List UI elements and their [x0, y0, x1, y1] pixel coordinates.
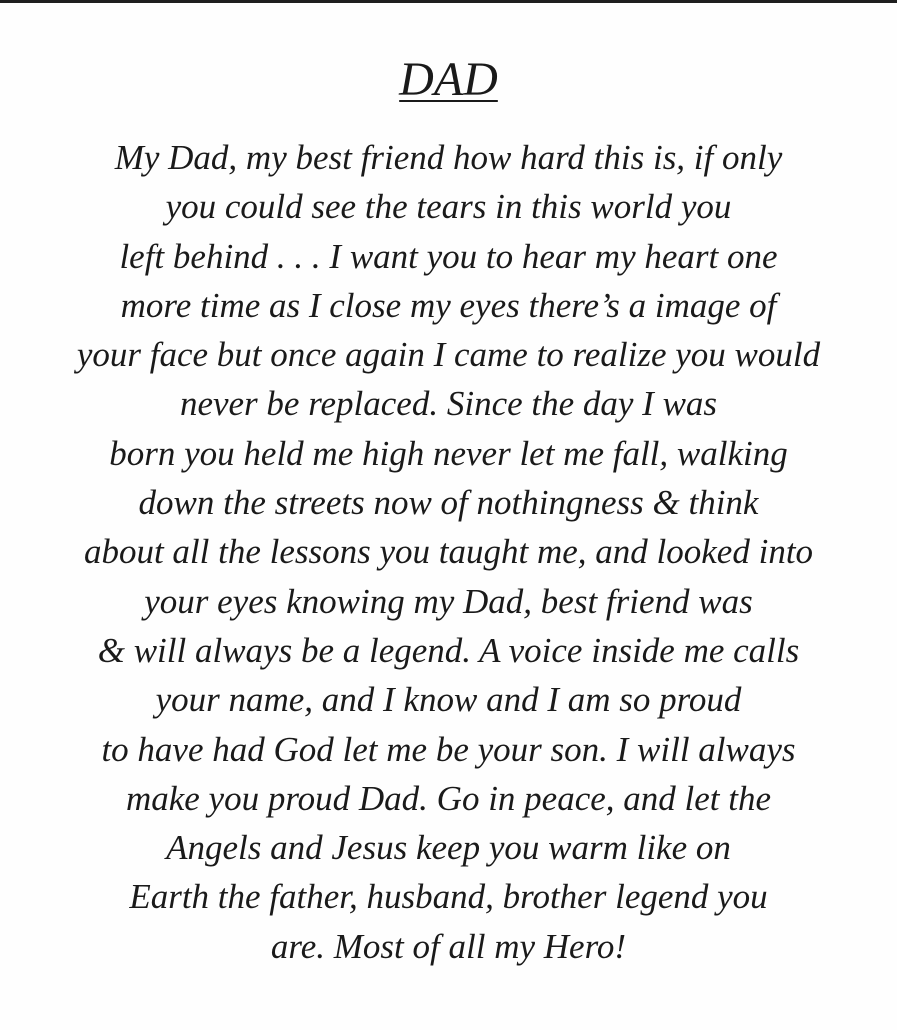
poem-body	[0, 133, 897, 971]
poem-line: your name, and I know and I am so proud	[155, 680, 742, 720]
poem-line: left behind . . . I want you to hear my heart one	[119, 236, 778, 276]
poem-line: & will always be a legend. A voice inside me calls	[97, 630, 800, 670]
top-border-line	[0, 0, 897, 3]
poem-line: more time as I close my eyes there’s a image of	[120, 285, 777, 325]
poem-line: to have had God let me be your son. I will always	[101, 729, 796, 769]
poem-line: are. Most of all my Hero!	[270, 926, 627, 966]
poem-line: My Dad, my best friend how hard this is, if only	[114, 138, 783, 177]
poem-line: make you proud Dad. Go in peace, and let the	[125, 778, 772, 818]
poem-line: Angels and Jesus keep you warm like on	[166, 828, 731, 868]
poem-line: your eyes knowing my Dad, best friend was	[144, 581, 753, 621]
poem-title	[0, 52, 897, 108]
poem-line: your face but once again I came to realize you would	[76, 335, 821, 375]
poem-line: never be replaced. Since the day I was	[179, 384, 718, 424]
poem-line: Earth the father, husband, brother legend you	[129, 877, 768, 917]
poem-line: down the streets now of nothingness & think	[138, 483, 759, 523]
poem-title-text: DAD	[399, 53, 498, 106]
poem-line: about all the lessons you taught me, and looked into	[83, 532, 814, 572]
poem-line: you could see the tears in this world you	[165, 187, 732, 227]
poem-line: born you held me high never let me fall, walking	[109, 433, 788, 473]
